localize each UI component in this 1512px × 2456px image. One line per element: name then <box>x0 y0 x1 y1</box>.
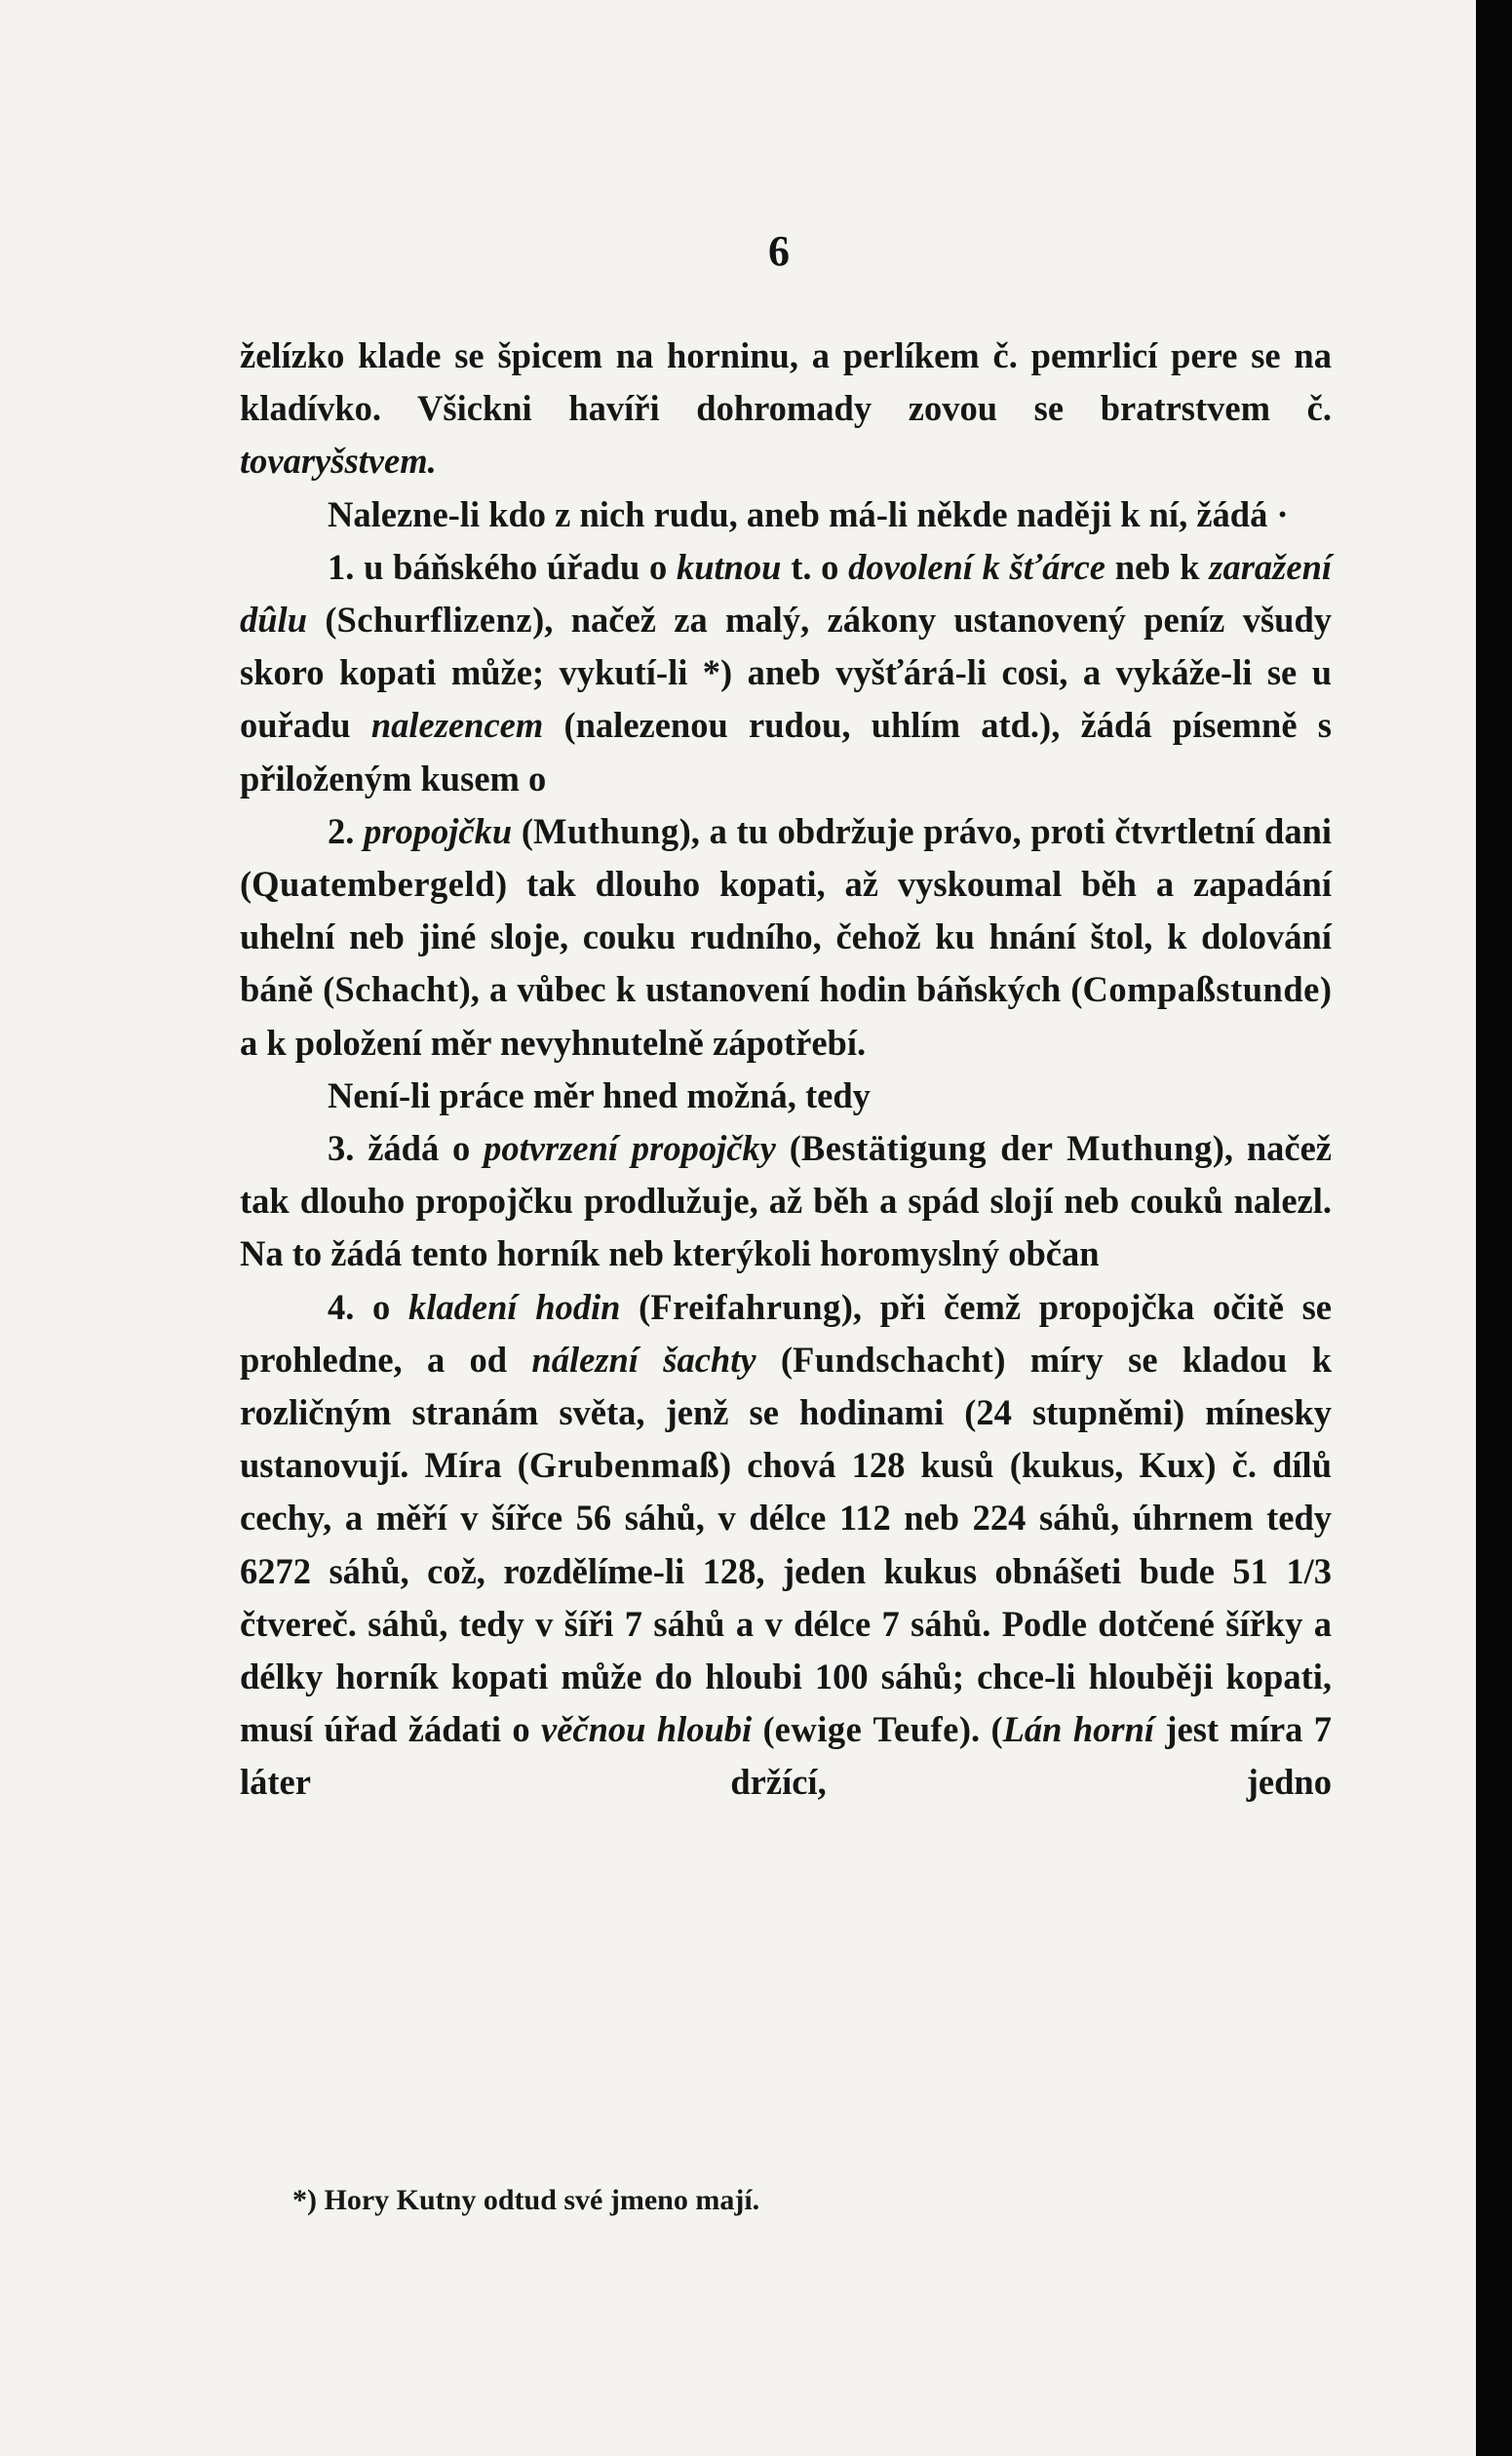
text-run: 1. u báňského úřadu o <box>328 546 677 587</box>
text-run: tovaryšstvem. <box>240 441 437 482</box>
text-run: ( <box>620 1286 651 1327</box>
paragraph-4 <box>240 1070 1332 1122</box>
text-run: Bestätigung der Muthung <box>800 1128 1213 1169</box>
scan-border <box>1476 0 1512 2456</box>
text-run: ) chová 128 kusů (kukus, Kux) č. dílů cechy, a měří v šířce 56 sáhů, v délce 112 neb 224 sáhů, úhrnem tedy 6272 sáhů, což, rozdělíme-li 128, jeden kukus obnášeti bude 51 1/3 čtvereč. sáhů, tedy v šíři 7 sáhů a v délce 7 sáhů. Podle dotčené šířky a délky horník kopati může do hloubi 100 sáhů; chce-li hlouběji kopati, musí úřad žádati o <box>240 1445 1332 1750</box>
text-run: ), a tu obdržuje právo, proti čtvrtletní dani ( <box>240 810 1333 905</box>
text-run: ( <box>756 1339 794 1380</box>
paragraph-2 <box>240 541 1332 805</box>
text-run: ( <box>512 810 534 851</box>
text-run: Nalezne-li kdo z nich rudu, aneb má-li někde naději k ní, žádá · <box>328 493 1289 534</box>
text-run: Compaßstunde <box>1082 969 1320 1010</box>
text-run: ), a vůbec k ustanovení hodin báňských ( <box>458 969 1083 1010</box>
text-run: věčnou hloubi <box>541 1709 753 1750</box>
paragraph-5 <box>240 1122 1332 1281</box>
text-run: Schacht <box>334 969 459 1010</box>
text-run: (nalezenou rudou, uhlím atd.), žádá písemně s přiloženým kusem o <box>240 705 1332 799</box>
text-run: Quatembergeld <box>252 864 495 905</box>
text-run: Lán horní <box>1002 1709 1155 1750</box>
text-run: potvrzení propojčky <box>484 1128 776 1169</box>
text-run: ( <box>775 1128 801 1169</box>
text-run: kladení hodin <box>408 1286 621 1327</box>
text-run: zaražení dûlu <box>240 546 1333 641</box>
paragraph-3 <box>240 805 1332 1070</box>
text-run: Fundschacht <box>793 1339 994 1380</box>
text-run: 2. <box>328 810 365 851</box>
text-run: Muthung <box>533 810 679 851</box>
paragraph-0 <box>240 330 1332 488</box>
text-run: ), při čemž propojčka očitě se prohledne, a od <box>240 1286 1333 1380</box>
text-run: ) tak dlouho kopati, až vyskoumal běh a zapadání uhelní neb jiné sloje, couku rudního, čehož ku hnání štol, k dolování báně ( <box>240 864 1332 1010</box>
text-run: ( <box>307 600 337 641</box>
text-run: ( <box>752 1709 775 1750</box>
text-run: 4. o <box>328 1286 408 1327</box>
text-run: ), načež za malý, zákony ustanovený peníz všudy skoro kopati může; vykutí-li *) aneb vyšťárá-li cosi, a vykáže-li se u ouřadu <box>240 600 1332 746</box>
text-run: nálezní šachty <box>531 1339 756 1380</box>
text-run: ), načež tak dlouho propojčku prodlužuje, až běh a spád slojí neb couků nalezl. Na to žádá tento horník neb kterýkoli horomyslný občan <box>240 1128 1332 1274</box>
text-run: ewige Teufe <box>774 1709 959 1750</box>
text-run: neb k <box>1105 546 1210 587</box>
text-run: ) a k položení měr nevyhnutelně zápotřebí. <box>240 969 1332 1063</box>
text-run: ). ( <box>958 1709 1003 1750</box>
text-run: jest míra 7 láter držící, jedno <box>240 1709 1333 1803</box>
text-run: Není-li práce měr hned možná, tedy <box>328 1074 871 1115</box>
text-run: želízko klade se špicem na horninu, a perlíkem č. pemrlicí pere se na kladívko. Všickni havíři dohromady zovou se bratrstvem č. <box>240 335 1332 429</box>
body-text <box>240 330 1332 1810</box>
paragraph-6 <box>240 1281 1332 1810</box>
text-run: Grubenmaß <box>528 1445 719 1486</box>
text-run: Freifahrung <box>650 1286 841 1327</box>
page-number: 6 <box>768 227 790 275</box>
paragraph-1 <box>240 488 1332 541</box>
text-run: Schurflizenz <box>336 600 533 641</box>
text-run: 3. žádá o <box>328 1128 485 1169</box>
text-run: kutnou <box>676 546 782 587</box>
text-run: propojčku <box>364 810 513 851</box>
text-run: dovolení k šťárce <box>848 546 1106 587</box>
text-run: ) míry se kladou k rozličným stranám světa, jenž se hodinami (24 stupněmi) mínesky ustanovují. Míra ( <box>240 1339 1332 1486</box>
text-run: t. o <box>781 546 849 587</box>
footnote: *) Hory Kutny odtud své jmeno mají. <box>292 2184 760 2216</box>
text-run: nalezencem <box>370 705 544 746</box>
